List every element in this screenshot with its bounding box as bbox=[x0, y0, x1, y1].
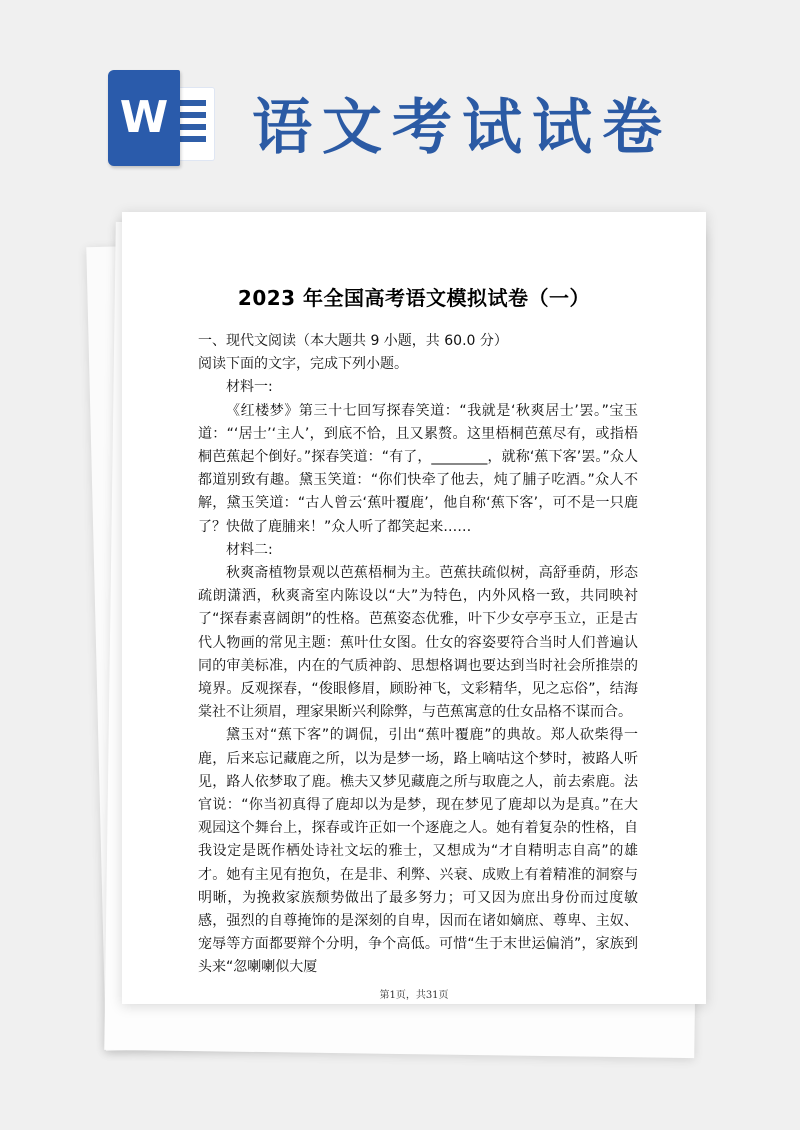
banner-title: 语文考试试卷 bbox=[252, 93, 672, 163]
banner-header bbox=[0, 0, 800, 200]
material-one-text: 《红楼梦》第三十七回写探春笑道：“我就是‘秋爽居士’罢。”宝玉道：“‘居士’‘主人’，到底不恰，且又累赘。这里梧桐芭蕉尽有，或指梧桐芭蕉起个倒好。”探春笑道：“有了，________，就称‘蕉下客’罢。”众人都道别致有趣。黛玉笑道：“你们快牵了他去，炖了脯子吃酒。”众人不解，黛玉笑道：“古人曾云‘蕉叶覆鹿’，他自称‘蕉下客’，可不是一只鹿了？快做了鹿脯来！”众人听了都笑起来…… bbox=[198, 402, 638, 535]
instruction-text: 阅读下面的文字，完成下列小题。 bbox=[198, 356, 408, 373]
word-tile bbox=[108, 70, 180, 166]
section-heading: 一、现代文阅读（本大题共 9 小题，共 60.0 分） bbox=[198, 333, 508, 349]
word-document-icon bbox=[108, 70, 216, 166]
material-one-label: 材料一: bbox=[226, 379, 273, 396]
document-body bbox=[198, 330, 638, 980]
material-two-label: 材料二: bbox=[226, 541, 273, 558]
material-two-paragraph-2: 黛玉对“蕉下客”的调侃，引出“蕉叶覆鹿”的典故。郑人砍柴得一鹿，后来忘记藏鹿之所，以为是梦一场，路上嘀咕这个梦时，被路人听见，路人依梦取了鹿。樵夫又梦见藏鹿之所与取鹿之人，前去索鹿。法官说：“你当初真得了鹿却以为是梦，现在梦见了鹿却以为是真。”在大观园这个舞台上，探春或许正如一个逐鹿之人。她有着复杂的性格，自我设定是既作栖处诗社文坛的雅士，又想成为“才自精明志自高”的雄才。她有主见有抱负，在是非、利弊、兴衰、成败上有着精准的洞察与明晰，为挽救家族颓势做出了最多努力；可又因为庶出身份而过度敏感，强烈的自尊掩饰的是深刻的自卑，因而在诸如嫡庶、尊卑、主奴、宠辱等方面都要辩个分明，争个高低。可惜“生于末世运偏消”，家族到头来“忽喇喇似大厦 bbox=[198, 727, 638, 976]
material-two-paragraph-1: 秋爽斋植物景观以芭蕉梧桐为主。芭蕉扶疏似树，高舒垂荫，形态疏朗潇洒，秋爽斋室内陈设以“大”为特色，内外风格一致，共同映衬了“探春素喜阔朗”的性格。芭蕉姿态优雅，叶下少女亭亭玉立，正是古代人物画的常见主题：蕉叶仕女图。仕女的容姿要符合当时人们普遍认同的审美标准，内在的气质神韵、思想格调也要达到当时社会所推崇的境界。反观探春，“俊眼修眉，顾盼神飞，文彩精华，见之忘俗”，结海棠社不让须眉，理家果断兴利除弊，与芭蕉寓意的仕女品格不谋而合。 bbox=[198, 565, 638, 721]
document-page bbox=[122, 212, 706, 1004]
word-logo-letter: W bbox=[119, 92, 169, 143]
document-title: 2023 年全国高考语文模拟试卷（一） bbox=[237, 286, 591, 310]
page-footer: 第1页，共31页 bbox=[379, 990, 449, 1001]
